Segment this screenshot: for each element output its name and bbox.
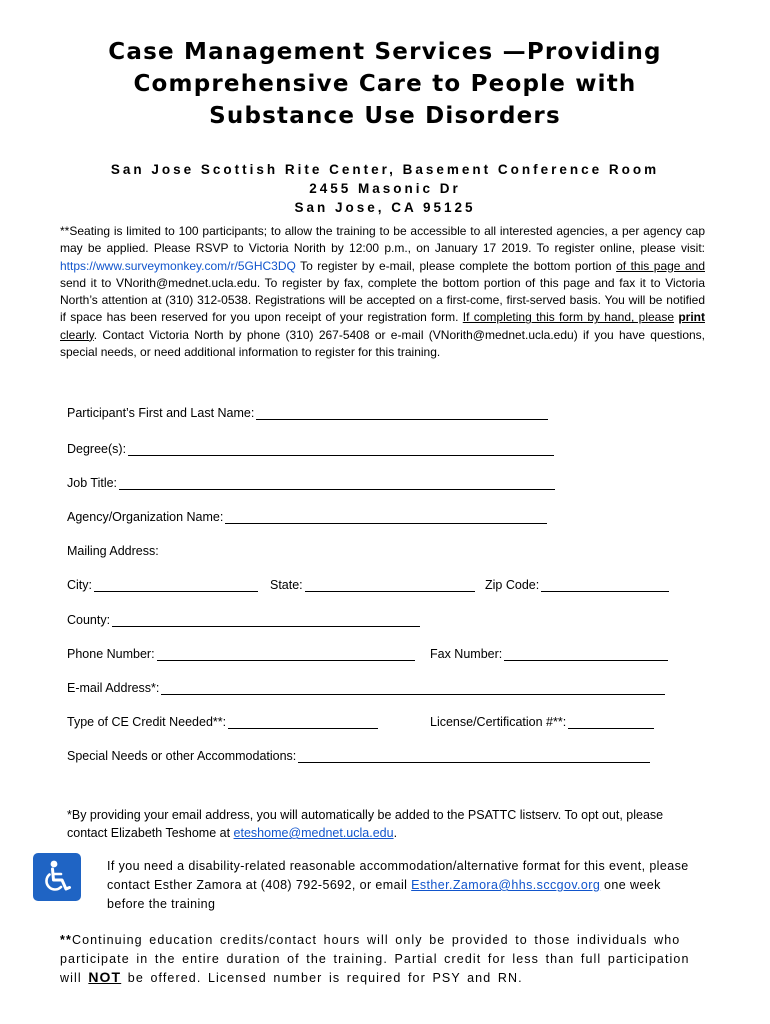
- zip-field[interactable]: [541, 577, 669, 592]
- ce-note-stars: **: [60, 933, 72, 947]
- mailing-label: Mailing Address:: [67, 544, 159, 558]
- intro-text: **Seating is limited to 100 participants; to allow the training to be accessible to all interested agencies, a per agency cap may be applied. Please RSVP to Victoria Norith by 12:00 p.m., on January 17 2019. To register online, please visit:: [60, 224, 705, 256]
- ce-license-row: [67, 714, 654, 729]
- ce-label: Type of CE Credit Needed**:: [67, 715, 227, 729]
- email-listserv-note: [67, 806, 697, 842]
- intro-underlined: clearly: [60, 327, 94, 342]
- city-group: [67, 577, 270, 592]
- city-field[interactable]: [94, 577, 258, 592]
- accommodation-text: If you need a disability-related reasonable accommodation/alternative format for this event, please contact Esther Zamora at (408) 792-5692, or email: [107, 859, 689, 892]
- wheelchair-icon-glyph: [40, 859, 74, 895]
- city-state-zip-row: [67, 577, 669, 592]
- name-label: Participant’s First and Last Name:: [67, 406, 255, 420]
- county-field[interactable]: [112, 612, 420, 627]
- fax-label: Fax Number:: [430, 647, 503, 661]
- phone-label: Phone Number:: [67, 647, 155, 661]
- venue-city: San Jose, CA 95125: [294, 200, 476, 215]
- degree-field[interactable]: [128, 441, 554, 456]
- special-needs-field[interactable]: [298, 748, 650, 763]
- mailing-row: [67, 544, 159, 558]
- phone-fax-row: [67, 646, 668, 661]
- license-field[interactable]: [568, 714, 654, 729]
- intro-underlined: If completing this form by hand, please: [462, 310, 675, 325]
- intro-underlined: of this page and: [616, 258, 705, 273]
- zip-label: Zip Code:: [485, 578, 540, 592]
- email-field[interactable]: [161, 680, 665, 695]
- special-needs-label: Special Needs or other Accommodations:: [67, 749, 297, 763]
- job-title-field[interactable]: [119, 475, 555, 490]
- ce-field[interactable]: [228, 714, 378, 729]
- document-title: [60, 36, 710, 132]
- intro-paragraph: [60, 223, 705, 361]
- fax-group: [430, 646, 668, 661]
- phone-field[interactable]: [157, 646, 415, 661]
- email-row: [67, 680, 665, 695]
- venue-street: 2455 Masonic Dr: [309, 181, 461, 196]
- wheelchair-icon: [33, 853, 81, 901]
- intro-print-bold: print: [678, 310, 705, 325]
- intro-text: send it to VNorith@mednet.ucla.edu. To register by fax, complete the bottom portion of this page and fax it to Victoria North’s attention at (310) 312-0538. Registrations will be accepted on a first-come, first-served basis. You will be notified if space has been reserved for you upon receipt of your registration form.: [60, 275, 705, 325]
- ce-note-not: NOT: [88, 969, 122, 985]
- email-note-end: .: [393, 826, 398, 840]
- email-label: E-mail Address*:: [67, 681, 160, 695]
- degree-label: Degree(s):: [67, 442, 127, 456]
- venue-block: [60, 160, 710, 217]
- title-line-2: Comprehensive Care to People with: [133, 71, 637, 97]
- job-label: Job Title:: [67, 476, 118, 490]
- accommodation-end: one week before the training: [107, 878, 661, 911]
- special-needs-row: [67, 748, 650, 763]
- fax-field[interactable]: [504, 646, 668, 661]
- city-label: City:: [67, 578, 92, 592]
- county-row: [67, 612, 420, 627]
- accommodation-note: [107, 857, 697, 914]
- intro-text: To register by e-mail, please complete the bottom portion: [295, 258, 617, 273]
- survey-link[interactable]: https://www.surveymonkey.com/r/5GHC3DQ: [60, 258, 296, 273]
- ce-note-text: Continuing education credits/contact hours will only be provided to those individuals who participate in the entire duration of the training. Partial credit for less than full participation will: [60, 933, 690, 985]
- state-label: State:: [270, 578, 303, 592]
- degree-row: [67, 441, 554, 456]
- agency-label: Agency/Organization Name:: [67, 510, 224, 524]
- intro-text: . Contact Victoria North by phone (310) 267-5408 or e-mail (VNorith@mednet.ucla.edu) if you have questions, special needs, or need additional information to register for this training.: [60, 327, 705, 360]
- title-line-3: Substance Use Disorders: [209, 103, 561, 129]
- teshome-email-link[interactable]: eteshome@mednet.ucla.edu: [233, 826, 394, 840]
- county-label: County:: [67, 613, 111, 627]
- agency-field[interactable]: [225, 509, 547, 524]
- name-field[interactable]: [256, 405, 548, 420]
- zamora-email-link[interactable]: Esther.Zamora@hhs.sccgov.org: [411, 878, 601, 892]
- state-group: [270, 577, 485, 592]
- email-note-text: *By providing your email address, you will automatically be added to the PSATTC listserv. To opt out, please contact Elizabeth Teshome at: [67, 808, 664, 840]
- agency-row: [67, 509, 547, 524]
- zip-group: [485, 577, 669, 592]
- title-line-1: Case Management Services —Providing: [108, 39, 662, 65]
- ce-note-text-end: be offered. Licensed number is required for PSY and RN.: [121, 971, 523, 985]
- phone-group: [67, 646, 430, 661]
- job-row: [67, 475, 555, 490]
- ce-group: [67, 714, 430, 729]
- state-field[interactable]: [305, 577, 475, 592]
- license-group: [430, 714, 654, 729]
- license-label: License/Certification #**:: [430, 715, 567, 729]
- venue-name: San Jose Scottish Rite Center, Basement Conference Room: [110, 162, 660, 177]
- ce-credit-note: [60, 931, 710, 988]
- name-row: [67, 405, 548, 420]
